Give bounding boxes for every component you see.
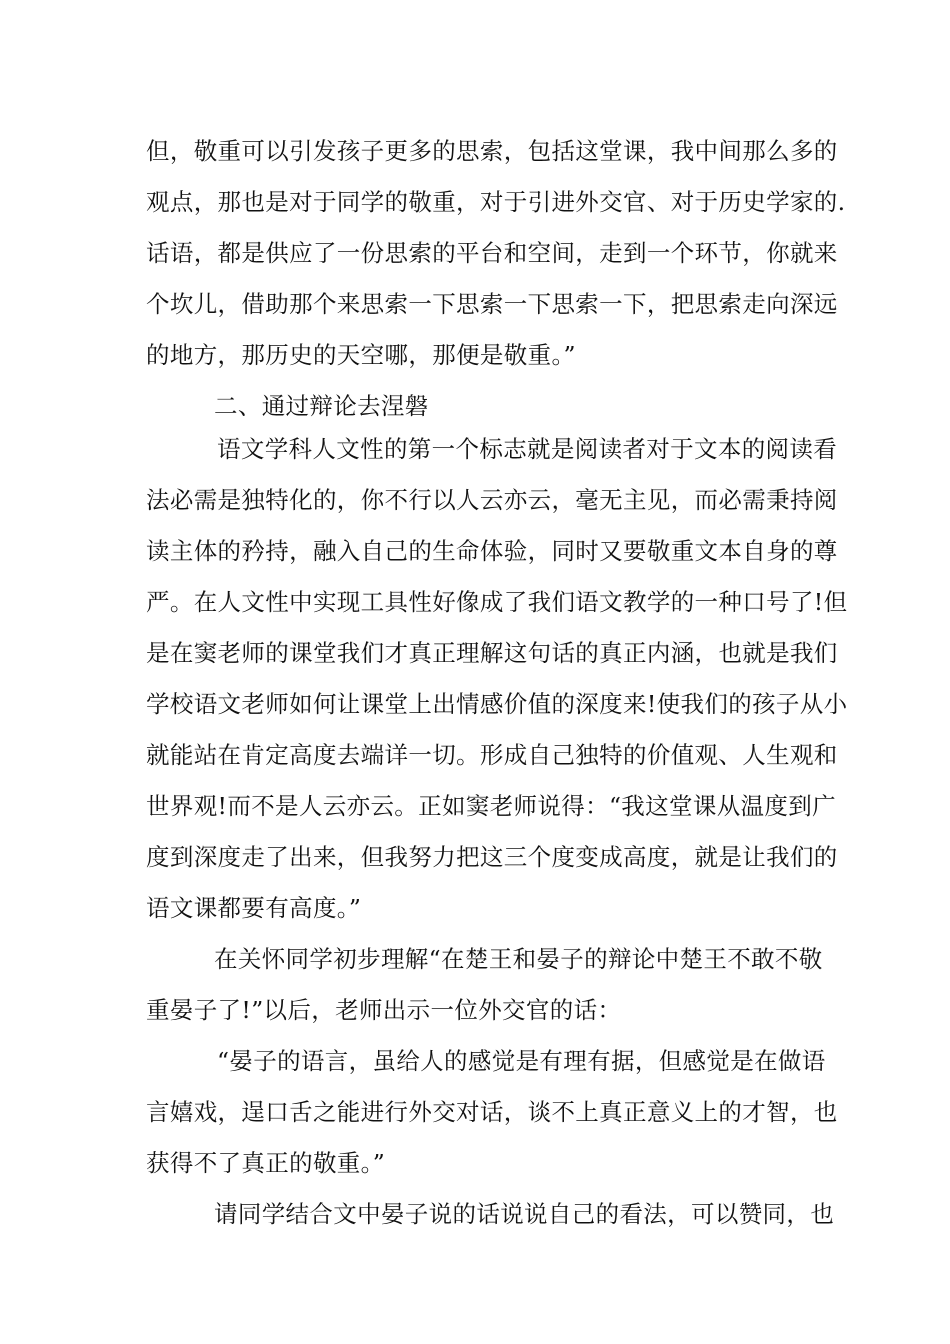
quote-line: “晏子的语言，虽给人的感觉是有理有据，但感觉是在做语	[217, 1047, 826, 1075]
text-line: 个坎儿，借助那个来思索一下思索一下思索一下，把思索走向深远	[146, 290, 838, 318]
text-line: 法必需是独特化的，你不行以人云亦云，毫无主见，而必需秉持阅	[146, 486, 838, 514]
text-line: 请同学结合文中晏子说的话说说自己的看法，可以赞同，也	[214, 1200, 835, 1228]
text-line: 读主体的矜持，融入自己的生命体验，同时又要敬重文本自身的尊	[146, 537, 838, 565]
text-line: 观点，那也是对于同学的敬重，对于引进外交官、对于历史学家的.	[146, 188, 846, 216]
text-line: 严。在人文性中实现工具性好像成了我们语文教学的一种口号了!但	[146, 588, 848, 616]
quote-line: 言嬉戏，逞口舌之能进行外交对话，谈不上真正意义上的才智，也	[146, 1098, 838, 1126]
text-line: 的地方，那历史的天空哪，那便是敬重。”	[146, 341, 576, 369]
text-line: 重晏子了!”以后，老师出示一位外交官的话：	[146, 996, 622, 1024]
text-line: 在关怀同学初步理解“在楚王和晏子的辩论中楚王不敢不敬	[214, 945, 823, 973]
text-line: 语文学科人文性的第一个标志就是阅读者对于文本的阅读看	[217, 435, 838, 463]
text-line: 世界观!而不是人云亦云。正如窦老师说得：“我这堂课从温度到广	[146, 792, 836, 820]
text-line: 学校语文老师如何让课堂上出情感价值的深度来!使我们的孩子从小	[146, 690, 848, 718]
text-line: 但，敬重可以引发孩子更多的思索，包括这堂课，我中间那么多的	[146, 137, 838, 165]
section-heading: 二、通过辩论去涅磐	[214, 392, 429, 420]
text-line: 就能站在肯定高度去端详一切。形成自己独特的价值观、人生观和	[146, 741, 838, 769]
text-line: 是在窦老师的课堂我们才真正理解这句话的真正内涵，也就是我们	[146, 639, 838, 667]
quote-line: 获得不了真正的敬重。”	[146, 1149, 386, 1177]
text-line: 度到深度走了出来，但我努力把这三个度变成高度，就是让我们的	[146, 843, 838, 871]
text-line: 话语，都是供应了一份思索的平台和空间，走到一个环节，你就来	[146, 239, 838, 267]
text-line: 语文课都要有高度。”	[146, 894, 362, 922]
